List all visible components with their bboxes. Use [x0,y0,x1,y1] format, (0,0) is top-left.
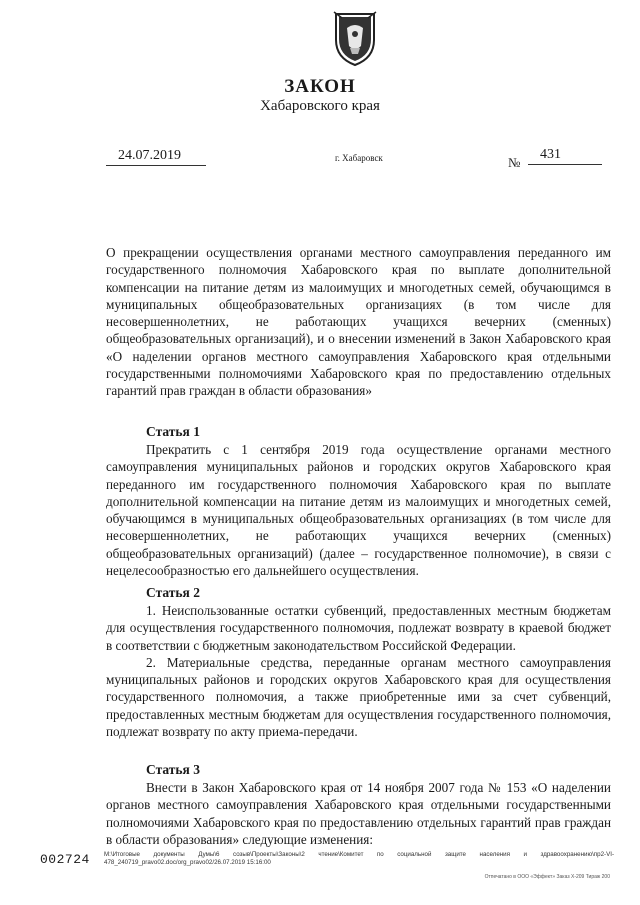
law-preamble: О прекращении осуществления органами местного самоуправления переданного им государственного полномочия Хабаровского края по выплате дополнительной компенсации на питание детям из малоимущих и многодетных семей, обучающимся в муниципальных общеобразовательных организациях (в том числе для несовершеннолетних, не работающих учащихся вечерних (сменных) общеобразовательных организаций), и о внесении изменений в Закон Хабаровского края «О наделении органов местного самоуправления Хабаровского края отдельными государственными полномочиями Хабаровского края по предоставлению отдельных гарантий прав граждан в области образования» [106,245,611,399]
article-3-paragraph: Внести в Закон Хабаровского края от 14 ноября 2007 года № 153 «О наделении органов местного самоуправления Хабаровского края отдельными государственными полномочиями Хабаровского края по предоставлению отдельных гарантий прав граждан в области образования» следующие изменения: [106,780,611,847]
coat-of-arms-icon [330,10,380,68]
article-2-paragraph-1: 1. Неиспользованные остатки субвенций, предоставленных местным бюджетам для осуществления государственного полномочия, подлежат возврату в краевой бюджет в соответствии с бюджетным законодательством Российской Федерации. [106,603,611,653]
article-2-paragraph-2: 2. Материальные средства, переданные органам местного самоуправления муниципальных районов и городских округов Хабаровского края для осуществления государственного полномочия, а также приобретенные ими за счет субвенций, предоставленных местным бюджетам для осуществления государственного полномочия, подлежат возврату по акту приема-передачи. [106,654,611,740]
date-underline [106,165,206,166]
law-title: ЗАКОН [284,76,356,97]
number-sign: № [508,155,521,170]
print-note: Отпечатано в ООО «Эффект» Заказ Х-209 Тираж 200 [484,874,610,880]
article-1-body [106,441,611,579]
article-3-body [106,779,611,848]
number-underline [528,164,602,165]
law-subtitle: Хабаровского края [260,98,380,114]
law-number: 431 [540,147,561,162]
document-number: 002724 [40,852,90,867]
article-3-heading: Статья 3 [146,762,200,777]
law-date: 24.07.2019 [118,148,181,163]
article-2-heading: Статья 2 [146,585,200,600]
article-2-body [106,602,611,740]
article-1-paragraph: Прекратить с 1 сентября 2019 года осуществление органами местного самоуправления муниципальных районов и городских округов Хабаровского края переданного им государственного полномочия Хабаровского края по выплате дополнительной компенсации на питание детям из малоимущих и многодетных семей, обучающимся в муниципальных общеобразовательных организациях (в том числе для несовершеннолетних, не работающих учащихся вечерних (сменных) общеобразовательных организаций) (далее – государственное полномочие), в связи с нецелесообразностью его дальнейшего осуществления. [106,442,611,579]
article-1-heading: Статья 1 [146,424,200,439]
law-city: г. Хабаровск [335,153,383,163]
file-path: М:\Итоговые документы Думы\6 созыв\Проекты\Законы\2 чтение\Комитет по социальной защите населения и здравоохранению\пр2-VI-478_240719_pravo02.doc/org_pravo02/26.07.2019 15:16:00 [104,851,614,866]
